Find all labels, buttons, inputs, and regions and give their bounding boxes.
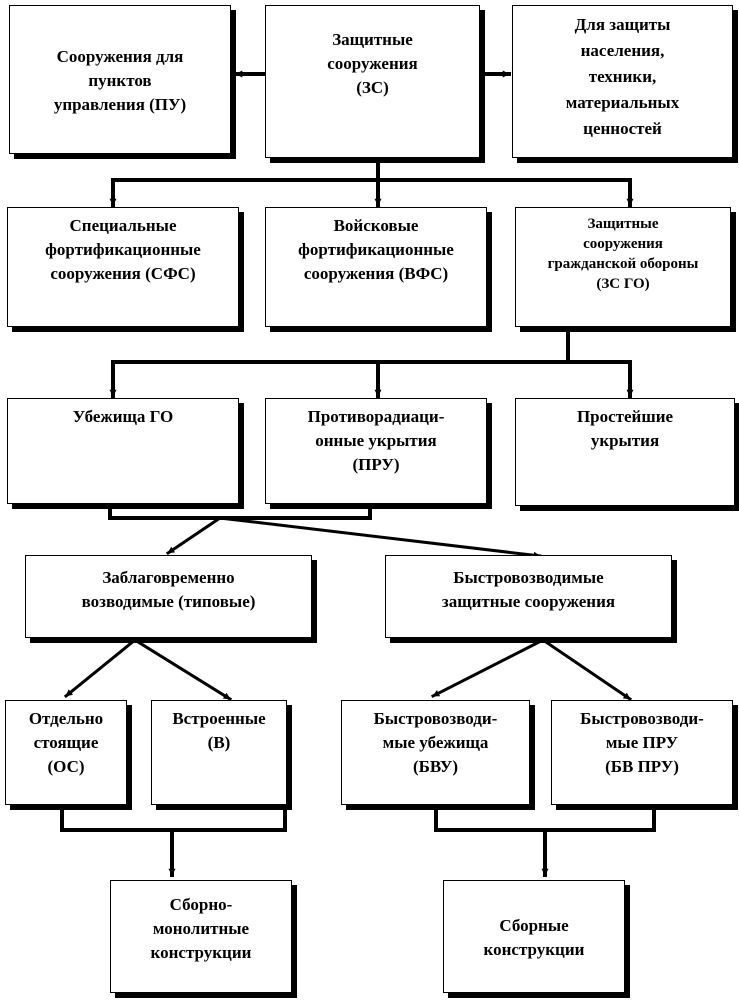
- node-zsgo: Защитные сооружения гражданской обороны (ЗС ГО): [515, 207, 731, 327]
- node-vfs: Войсковые фортификационные сооружения (ВФС): [265, 207, 487, 327]
- node-prosteyshie: Простейшие укрытия: [515, 398, 735, 506]
- edge-to-vstr: [135, 640, 230, 699]
- node-zs: Защитные сооружения (ЗС): [265, 5, 480, 158]
- node-os: Отдельно стоящие (ОС): [5, 700, 127, 805]
- node-pru: Противорадиаци- онные укрытия (ПРУ): [265, 398, 487, 504]
- node-bvpru: Быстровозводи- мые ПРУ (БВ ПРУ): [551, 700, 733, 805]
- edge-to-zablag: [168, 518, 220, 553]
- edge-to-os: [66, 640, 135, 696]
- node-vstr: Встроенные (В): [151, 700, 287, 805]
- node-bvu: Быстровозводи- мые убежища (БВУ): [341, 700, 530, 805]
- edge-to-bvpru: [543, 640, 630, 699]
- node-protect: Для защиты населения, техники, материальных ценностей: [512, 5, 733, 158]
- node-bystro: Быстровозводимые защитные сооружения: [385, 555, 672, 638]
- node-pu: Сооружения для пунктов управления (ПУ): [9, 5, 231, 154]
- edge-to-bystro: [220, 518, 540, 556]
- edge-to-bvu: [433, 640, 543, 696]
- node-sborno: Сборно- монолитные конструкции: [110, 880, 292, 993]
- node-zablag: Заблаговременно возводимые (типовые): [25, 555, 312, 638]
- node-sfs: Специальные фортификационные сооружения (СФС): [7, 207, 239, 327]
- node-ubezhishcha: Убежища ГО: [7, 398, 239, 504]
- node-sbornye: Сборные конструкции: [443, 880, 625, 993]
